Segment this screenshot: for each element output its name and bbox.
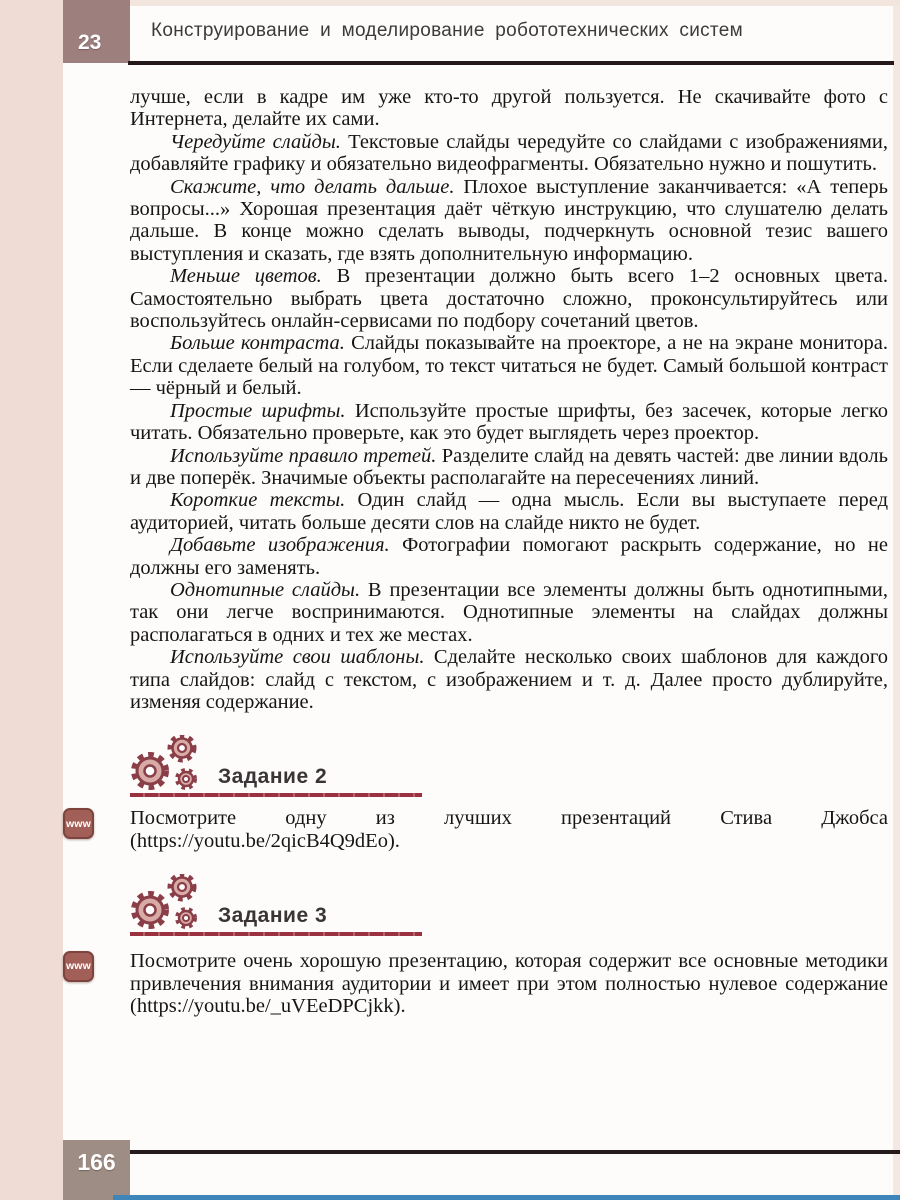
chapter-number: 23 bbox=[78, 31, 102, 54]
paragraph bbox=[130, 489, 888, 534]
gears-icon bbox=[128, 874, 208, 932]
chapter-number-box bbox=[63, 0, 130, 63]
paragraph-lead: Добавьте изображения. bbox=[170, 534, 403, 557]
paragraph bbox=[130, 332, 888, 399]
paragraph-text: Сделайте несколько своих шаблонов для каждого типа слайдов: слайд с текстом, с изображением и т. д. Далее просто дублируйте, изменяя содержание. bbox=[130, 646, 889, 713]
gears-icon bbox=[128, 735, 208, 793]
paragraph-lead: Больше контраста. bbox=[170, 332, 352, 355]
paragraph-text: В презентации должно быть всего 1–2 основных цвета. Самостоятельно выбрать цвета достаточно сложно, проконсультируйтесь или воспользуйтесь онлайн-сервисами по подбору сочетаний цветов. bbox=[130, 265, 888, 333]
paragraph-text: Один слайд — одна мысль. Если вы выступаете перед аудиторией, читать больше десяти слов на слайде никто не будет. bbox=[130, 489, 889, 534]
left-margin-strip bbox=[0, 0, 63, 1200]
page-number: 166 bbox=[77, 1149, 116, 1175]
paragraph bbox=[130, 265, 888, 332]
page-number-box bbox=[63, 1140, 130, 1200]
paragraph-text: лучше, если в кадре им уже кто-то другой пользуется. Не скачивайте фото с Интернета, делайте их сами. bbox=[130, 86, 888, 131]
paragraph bbox=[130, 646, 888, 713]
paragraph-text: Используйте простые шрифты, без засечек, которые легко читать. Обязательно проверьте, как это будет выглядеть через проектор. bbox=[130, 399, 888, 445]
paragraph-lead: Используйте свои шаблоны. bbox=[170, 646, 434, 669]
bottom-edge-line bbox=[113, 1195, 900, 1200]
right-margin-strip bbox=[893, 0, 900, 1200]
paragraph-text: Плохое выступление заканчивается: «А теперь вопросы...» Хорошая презентация даёт чёткую инструкцию, что слушателю делать дальше. В конце можно сделать выводы, подчеркнуть основной тезис вашего выступления и сказать, где взять дополнительную информацию. bbox=[130, 175, 888, 265]
paragraph-lead: Однотипные слайды. bbox=[170, 578, 368, 601]
paragraph-text: В презентации все элементы должны быть однотипными, так они легче воспринимаются. Однотипные элементы на слайдах должны располагаться в одних и тех же местах. bbox=[130, 578, 889, 646]
task-3-label: Задание 3 bbox=[218, 903, 328, 927]
page-header-title bbox=[151, 0, 851, 62]
task-2-text bbox=[65, 807, 888, 852]
task-underline bbox=[130, 932, 422, 936]
paragraph bbox=[130, 86, 888, 131]
task-text: Посмотрите очень хорошую презентацию, которая содержит все основные методики привлечения внимания аудитории и имеет при этом полностью нулевое содержание (https://youtu.be/_uVEeDPCjkk). bbox=[130, 950, 888, 1017]
paragraph bbox=[130, 400, 888, 445]
paragraph bbox=[130, 579, 888, 646]
www-icon[interactable]: www bbox=[63, 808, 94, 839]
header-divider bbox=[128, 61, 894, 65]
task-underline bbox=[130, 793, 422, 797]
task-3-heading bbox=[130, 876, 888, 936]
main-text-column bbox=[65, 86, 889, 1017]
task-text: Посмотрите одну из лучших презентаций Стива Джобса (https://youtu.be/2qicB4Q9dEo). bbox=[130, 807, 888, 852]
paragraph-text: Текстовые слайды чередуйте со слайдами с изображениями, добавляйте графику и обязательно видеофрагменты. Обязательно нужно и пошутить. bbox=[130, 130, 888, 176]
paragraph bbox=[130, 131, 888, 176]
www-icon[interactable]: www bbox=[63, 951, 94, 982]
paragraph bbox=[130, 534, 888, 579]
paragraph-text: Фотографии помогают раскрыть содержание, но не должны его заменять. bbox=[130, 534, 889, 579]
paragraph-lead: Простые шрифты. bbox=[170, 399, 355, 422]
paragraph-lead: Используйте правило третей. bbox=[170, 444, 442, 467]
header-title-text: Конструирование и моделирование робототехнических систем bbox=[151, 20, 743, 41]
paragraph-text: Разделите слайд на девять частей: две линии вдоль и две поперёк. Значимые объекты располагайте на пересечениях линий. bbox=[130, 444, 888, 489]
paragraph bbox=[130, 176, 888, 266]
paragraph-lead: Короткие тексты. bbox=[170, 489, 358, 512]
task-2-heading bbox=[130, 737, 888, 797]
task-2-label: Задание 2 bbox=[218, 764, 328, 788]
footer-divider bbox=[128, 1150, 900, 1154]
paragraph-lead: Скажите, что делать дальше. bbox=[170, 175, 464, 198]
paragraph-lead: Меньше цветов. bbox=[170, 265, 337, 288]
task-3-text bbox=[65, 950, 888, 1017]
paragraph bbox=[130, 445, 888, 490]
paragraph-lead: Чередуйте слайды. bbox=[170, 130, 349, 153]
paragraph-text: Слайды показывайте на проекторе, а не на экране монитора. Если сделаете белый на голубом, то текст читаться не будет. Самый большой контраст — чёрный и белый. bbox=[130, 332, 888, 400]
